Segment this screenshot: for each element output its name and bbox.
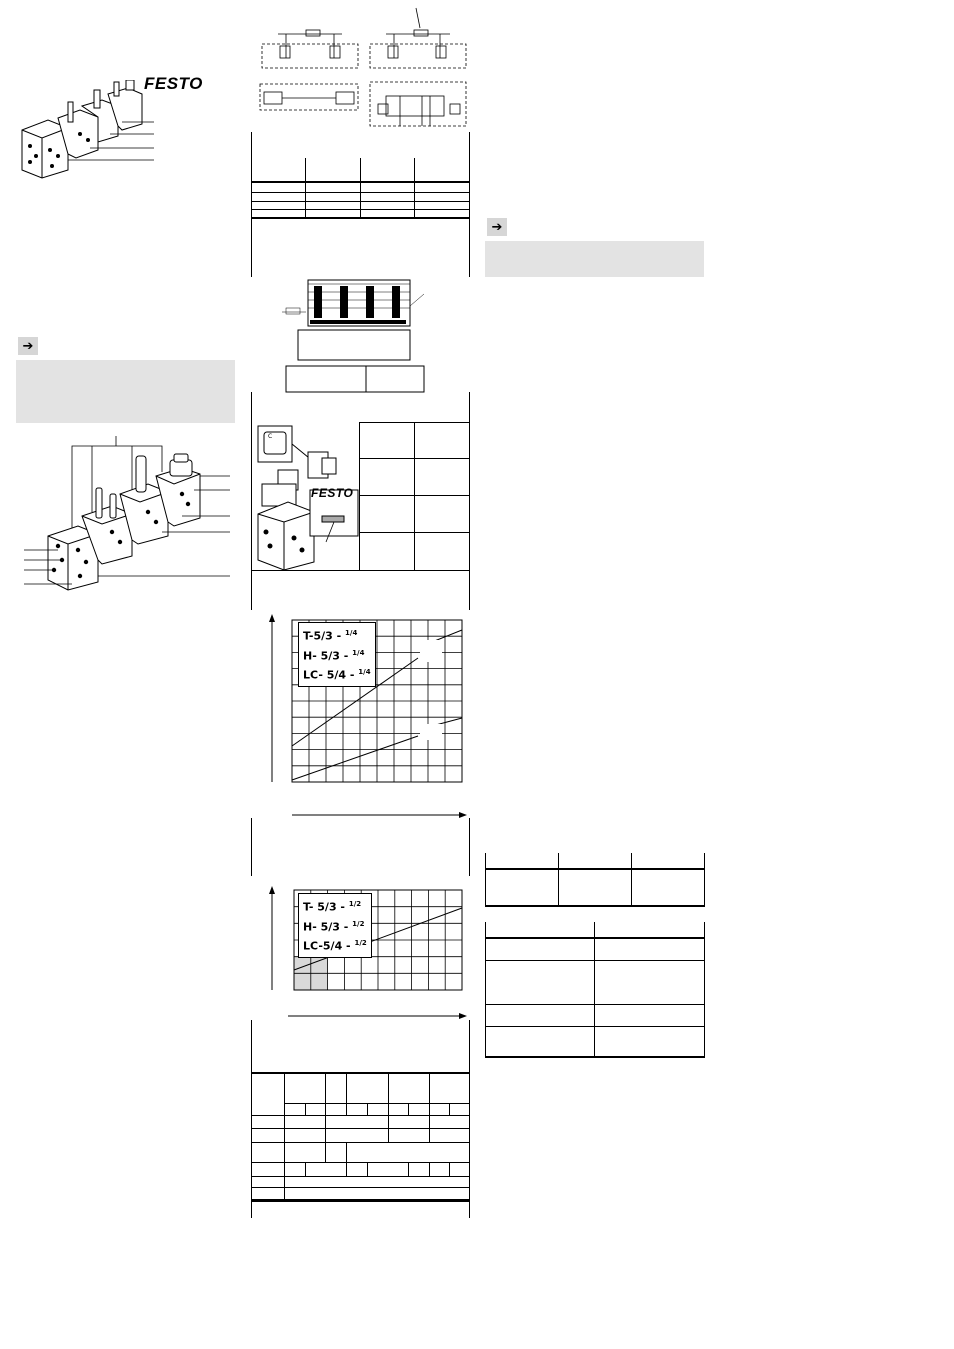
valve-cross-section: [280, 276, 430, 394]
arrow-icon: ➔: [487, 218, 507, 236]
note-box: [485, 241, 704, 277]
festo-logo-valve: FESTO: [311, 486, 354, 500]
svg-text:C: C: [268, 433, 273, 440]
arrow-icon: ➔: [18, 337, 38, 355]
chart-legend-quarter: T-5/3 - $^{1/4}$ H- 5/3 - $^{1/4}$ LC- 5/4 - $^{1/4}$: [298, 622, 376, 687]
festo-logo-top: FESTO: [144, 74, 203, 93]
valve-family-illustration-top: [18, 80, 158, 180]
circuit-symbols: [250, 0, 472, 132]
valve-family-illustration-main: [22, 432, 232, 592]
note-box: [16, 360, 235, 423]
chart-legend-half: T- 5/3 - $^{1/2}$ H- 5/3 - $^{1/2}$ LC-5/4 - $^{1/2}$: [298, 893, 372, 958]
